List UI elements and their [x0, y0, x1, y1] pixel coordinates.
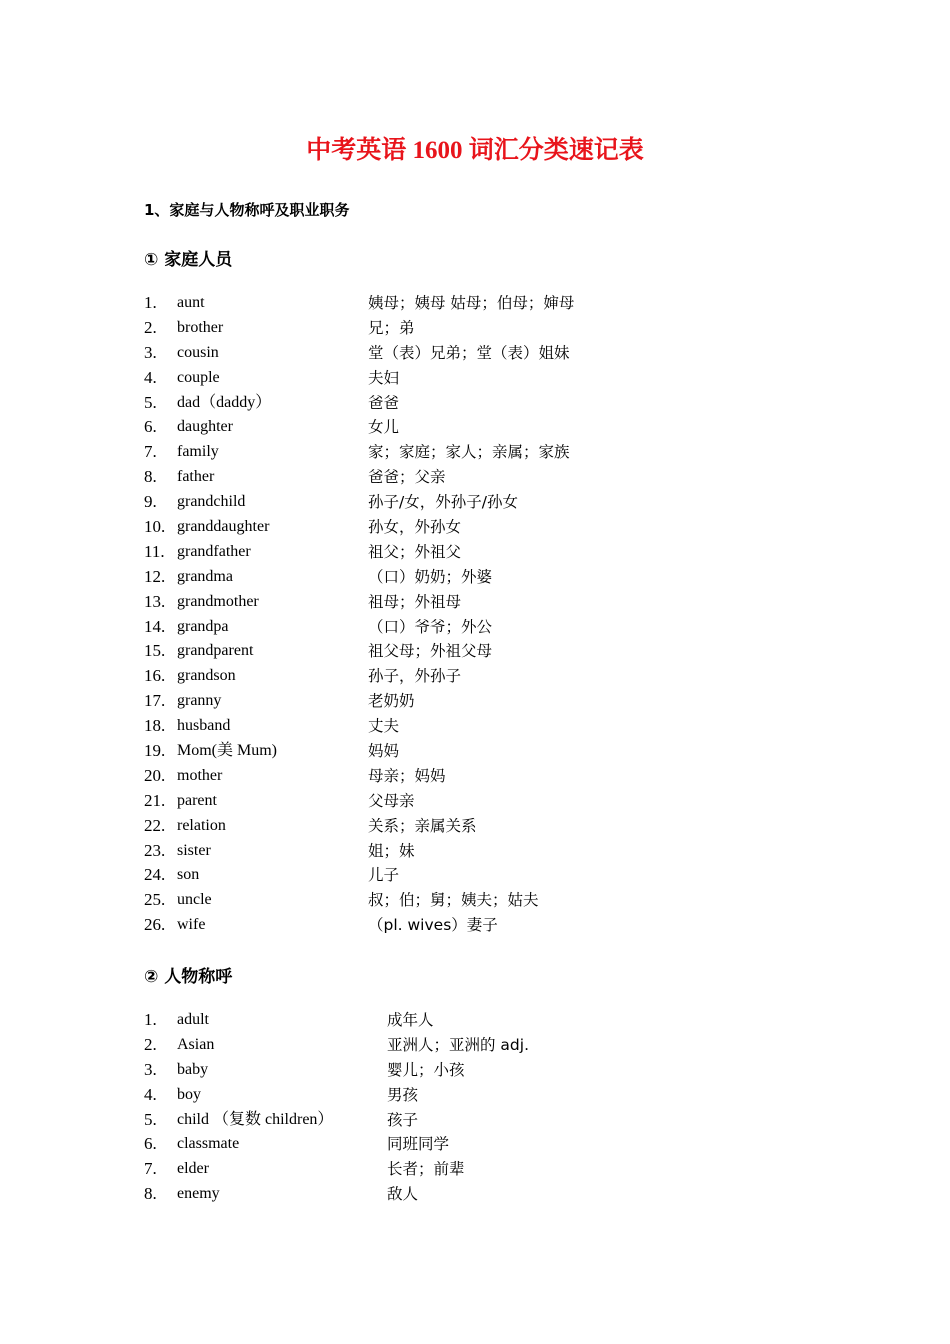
chinese-meaning: （pl. wives）妻子: [368, 916, 498, 935]
english-word: grandma: [177, 567, 233, 585]
item-number: 23.: [144, 840, 166, 860]
family-members-heading: ① 家庭人员: [144, 250, 233, 270]
chinese-meaning: 男孩: [387, 1085, 419, 1104]
chinese-meaning: 父母亲: [368, 791, 415, 810]
chinese-meaning: 夫妇: [368, 368, 400, 387]
english-word: aunt: [177, 294, 205, 311]
english-word: enemy: [177, 1185, 220, 1203]
english-word: father: [177, 468, 215, 486]
item-number: 24.: [144, 865, 166, 885]
item-number: 4.: [144, 367, 157, 387]
item-number: 21.: [144, 790, 166, 810]
item-number: 8.: [144, 467, 157, 487]
english-word: family: [177, 443, 219, 461]
chinese-meaning: 婴儿；小孩: [387, 1060, 465, 1079]
chinese-meaning: 敌人: [387, 1185, 419, 1204]
chinese-meaning: 叔；伯；舅；姨夫；姑夫: [368, 891, 539, 910]
people-titles-heading: ② 人物称呼: [144, 967, 233, 987]
english-word: Asian: [177, 1035, 215, 1053]
chinese-meaning: 爸爸；父亲: [368, 468, 446, 487]
item-number: 1.: [144, 293, 157, 312]
item-number: 2.: [144, 1034, 157, 1054]
item-number: 9.: [144, 492, 157, 512]
item-number: 16.: [144, 666, 166, 686]
item-number: 13.: [144, 591, 166, 611]
section-heading: 1、家庭与人物称呼及职业职务: [144, 201, 350, 219]
chinese-meaning: 孙子/女，外孙子/孙女: [368, 493, 518, 512]
item-number: 1.: [144, 1010, 157, 1029]
item-number: 19.: [144, 741, 166, 761]
chinese-meaning: 祖母；外祖母: [368, 592, 462, 611]
item-number: 11.: [144, 541, 165, 561]
english-word: grandparent: [177, 642, 254, 660]
english-word: elder: [177, 1160, 209, 1178]
item-number: 3.: [144, 1059, 157, 1079]
chinese-meaning: 长者；前辈: [387, 1160, 465, 1179]
english-word: brother: [177, 318, 224, 336]
chinese-meaning: 兄；弟: [368, 318, 415, 337]
chinese-meaning: 堂（表）兄弟；堂（表）姐妹: [368, 343, 570, 362]
english-word: classmate: [177, 1135, 240, 1153]
english-word: husband: [177, 717, 231, 735]
item-number: 7.: [144, 442, 157, 462]
chinese-meaning: 女儿: [368, 418, 400, 437]
chinese-meaning: 爸爸: [368, 393, 400, 412]
chinese-meaning: 亚洲人；亚洲的 adj.: [387, 1035, 529, 1054]
item-number: 15.: [144, 641, 166, 661]
english-word: dad（daddy）: [177, 393, 272, 411]
item-number: 6.: [144, 1134, 157, 1154]
chinese-meaning: 孙子，外孙子: [368, 667, 462, 686]
english-word: baby: [177, 1060, 209, 1078]
english-word: grandchild: [177, 493, 246, 511]
english-word: cousin: [177, 343, 219, 361]
english-word: wife: [177, 916, 206, 934]
english-word: grandmother: [177, 592, 259, 610]
english-word: grandfather: [177, 542, 251, 560]
item-number: 7.: [144, 1159, 157, 1179]
chinese-meaning: 妈妈: [368, 742, 400, 761]
english-word: granny: [177, 692, 222, 710]
chinese-meaning: 家；家庭；家人；亲属；家族: [368, 443, 570, 462]
english-word: relation: [177, 816, 226, 834]
item-number: 22.: [144, 815, 166, 835]
english-word: grandpa: [177, 617, 229, 635]
english-word: daughter: [177, 418, 233, 436]
item-number: 18.: [144, 716, 166, 736]
item-number: 4.: [144, 1084, 157, 1104]
english-word: grandson: [177, 667, 236, 685]
chinese-meaning: 儿子: [368, 866, 400, 885]
chinese-meaning: 姐；妹: [368, 841, 415, 860]
chinese-meaning: 祖父；外祖父: [368, 542, 462, 561]
english-word: sister: [177, 841, 211, 859]
english-word: granddaughter: [177, 518, 270, 536]
english-word: uncle: [177, 891, 212, 909]
item-number: 17.: [144, 691, 166, 711]
english-word: couple: [177, 368, 220, 386]
item-number: 5.: [144, 1109, 157, 1129]
english-word: parent: [177, 791, 217, 809]
chinese-meaning: （口）奶奶；外婆: [368, 567, 493, 586]
chinese-meaning: 祖父母；外祖父母: [368, 642, 493, 661]
english-word: child （复数 children）: [177, 1110, 334, 1128]
item-number: 20.: [144, 765, 166, 785]
chinese-meaning: 成年人: [387, 1011, 434, 1029]
chinese-meaning: 姨母；姨母 姑母；伯母；婶母: [368, 294, 575, 312]
chinese-meaning: （口）爷爷；外公: [368, 617, 493, 636]
item-number: 10.: [144, 517, 166, 537]
item-number: 8.: [144, 1184, 157, 1204]
page-title: 中考英语 1600 词汇分类速记表: [306, 137, 644, 164]
chinese-meaning: 同班同学: [387, 1135, 450, 1154]
english-word: adult: [177, 1011, 209, 1028]
english-word: mother: [177, 766, 223, 784]
item-number: 14.: [144, 616, 166, 636]
english-word: boy: [177, 1085, 201, 1103]
chinese-meaning: 孙女，外孙女: [368, 518, 462, 537]
item-number: 6.: [144, 417, 157, 437]
item-number: 3.: [144, 342, 157, 362]
chinese-meaning: 关系；亲属关系: [368, 816, 477, 835]
chinese-meaning: 母亲；妈妈: [368, 766, 446, 785]
item-number: 2.: [144, 317, 157, 337]
chinese-meaning: 老奶奶: [368, 692, 415, 711]
item-number: 26.: [144, 915, 166, 935]
item-number: 12.: [144, 566, 166, 586]
english-word: Mom(美 Mum): [177, 742, 278, 760]
english-word: son: [177, 866, 200, 884]
chinese-meaning: 丈夫: [368, 717, 400, 736]
item-number: 5.: [144, 392, 157, 412]
chinese-meaning: 孩子: [387, 1110, 419, 1129]
item-number: 25.: [144, 890, 166, 910]
